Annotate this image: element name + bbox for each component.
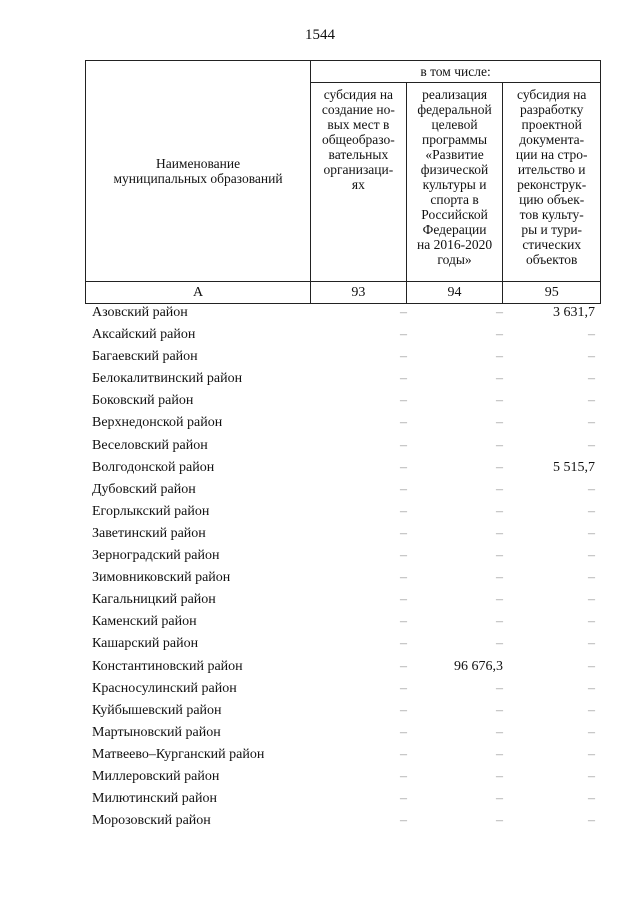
cell-93: – [400,813,407,829]
table-body [85,302,601,832]
cell-94: – [496,570,503,586]
cell-94: 96 676,3 [454,658,503,674]
table-row [85,744,601,766]
table-row [85,722,601,744]
municipality-name: Мартыновский район [92,724,221,740]
cell-94: – [496,437,503,453]
table-row [85,611,601,633]
cell-94: – [496,768,503,784]
cell-94: – [496,327,503,343]
cell-95: – [588,437,595,453]
cell-93: – [400,327,407,343]
table-row [85,457,601,479]
cell-93: – [400,658,407,674]
cell-94: – [496,813,503,829]
cell-94: – [496,459,503,475]
municipality-name: Волгодонской район [92,459,215,475]
municipality-name: Куйбышевский район [92,702,222,718]
table-row [85,567,601,589]
municipality-name: Заветинский район [92,525,206,541]
column-header-94: реализация федеральной целевой программы «Развитие физической культуры и спорта в Российской Федерации на 2016-2020 годы» [406,83,503,282]
table-row [85,545,601,567]
cell-95: – [588,525,595,541]
cell-93: – [400,592,407,608]
table-row [85,501,601,523]
table-row [85,390,601,412]
cell-93: – [400,724,407,740]
table-row [85,368,601,390]
group-header: в том числе: [311,61,601,83]
cell-94: – [496,393,503,409]
cell-93: – [400,702,407,718]
cell-93: – [400,305,407,320]
cell-95: – [588,570,595,586]
cell-95: – [588,658,595,674]
cell-93: – [400,437,407,453]
column-index-93: 93 [311,282,407,304]
cell-93: – [400,371,407,387]
table-row [85,523,601,545]
cell-93: – [400,459,407,475]
cell-95: – [588,636,595,652]
table-row [85,700,601,722]
cell-95: – [588,548,595,564]
cell-94: – [496,503,503,519]
cell-94: – [496,724,503,740]
cell-93: – [400,349,407,365]
municipality-name: Зимовниковский район [92,570,231,586]
municipality-name: Каменский район [92,614,197,630]
column-index-name: А [86,282,311,304]
municipality-name: Боковский район [92,393,194,409]
cell-95: – [588,614,595,630]
cell-94: – [496,746,503,762]
cell-93: – [400,614,407,630]
municipality-name: Верхнедонской район [92,415,223,431]
municipality-name: Зерноградский район [92,548,220,564]
cell-93: – [400,791,407,807]
municipality-name: Егорлыкский район [92,503,210,519]
cell-95: – [588,349,595,365]
cell-94: – [496,305,503,320]
table-row [85,346,601,368]
cell-95: – [588,371,595,387]
table-header [85,60,601,304]
cell-94: – [496,371,503,387]
cell-95: – [588,768,595,784]
cell-95: 5 515,7 [553,459,595,475]
cell-94: – [496,548,503,564]
column-header-93: субсидия на создание но- вых мест в общеобразо- вательных организаци- ях [311,83,407,282]
cell-95: – [588,702,595,718]
cell-94: – [496,614,503,630]
municipality-name: Азовский район [92,305,188,320]
cell-95: – [588,813,595,829]
cell-94: – [496,415,503,431]
municipality-name: Кашарский район [92,636,199,652]
cell-94: – [496,481,503,497]
cell-94: – [496,702,503,718]
municipality-name: Матвеево–Курганский район [92,746,265,762]
cell-95: – [588,503,595,519]
cell-94: – [496,592,503,608]
cell-95: – [588,746,595,762]
cell-93: – [400,768,407,784]
cell-93: – [400,548,407,564]
municipality-name: Красносулинский район [92,680,237,696]
table-row [85,633,601,655]
cell-95: – [588,791,595,807]
municipality-name: Дубовский район [92,481,196,497]
table-row [85,810,601,832]
cell-93: – [400,393,407,409]
table-row [85,302,601,324]
table-row [85,678,601,700]
table-row [85,766,601,788]
cell-94: – [496,636,503,652]
table-row [85,324,601,346]
table-row [85,479,601,501]
cell-93: – [400,636,407,652]
cell-95: – [588,415,595,431]
cell-95: – [588,393,595,409]
cell-93: – [400,415,407,431]
cell-95: – [588,724,595,740]
municipality-name: Морозовский район [92,813,211,829]
cell-93: – [400,525,407,541]
municipality-name: Багаевский район [92,349,198,365]
cell-94: – [496,791,503,807]
municipality-name: Белокалитвинский район [92,371,243,387]
table-row [85,788,601,810]
cell-95: – [588,592,595,608]
cell-93: – [400,570,407,586]
municipality-name: Кагальницкий район [92,592,216,608]
table-row [85,412,601,434]
municipality-name: Константиновский район [92,658,243,674]
table-row [85,589,601,611]
cell-95: 3 631,7 [553,305,595,320]
column-index-95: 95 [503,282,601,304]
municipality-name: Веселовский район [92,437,208,453]
page-number: 1544 [305,27,335,43]
cell-93: – [400,503,407,519]
cell-95: – [588,327,595,343]
column-header-95: субсидия на разработку проектной документа- ции на стро- ительство и реконструк- цию объек- тов культу- ры и тури- стических объектов [503,83,601,282]
cell-95: – [588,680,595,696]
column-index-94: 94 [406,282,503,304]
name-column-header: Наименование муниципальных образований [86,61,311,282]
table-row [85,656,601,678]
cell-94: – [496,349,503,365]
municipality-name: Милютинский район [92,791,218,807]
cell-93: – [400,680,407,696]
table-row [85,435,601,457]
municipality-name: Аксайский район [92,327,196,343]
municipality-name: Миллеровский район [92,768,220,784]
cell-95: – [588,481,595,497]
cell-94: – [496,680,503,696]
cell-93: – [400,481,407,497]
cell-93: – [400,746,407,762]
cell-94: – [496,525,503,541]
